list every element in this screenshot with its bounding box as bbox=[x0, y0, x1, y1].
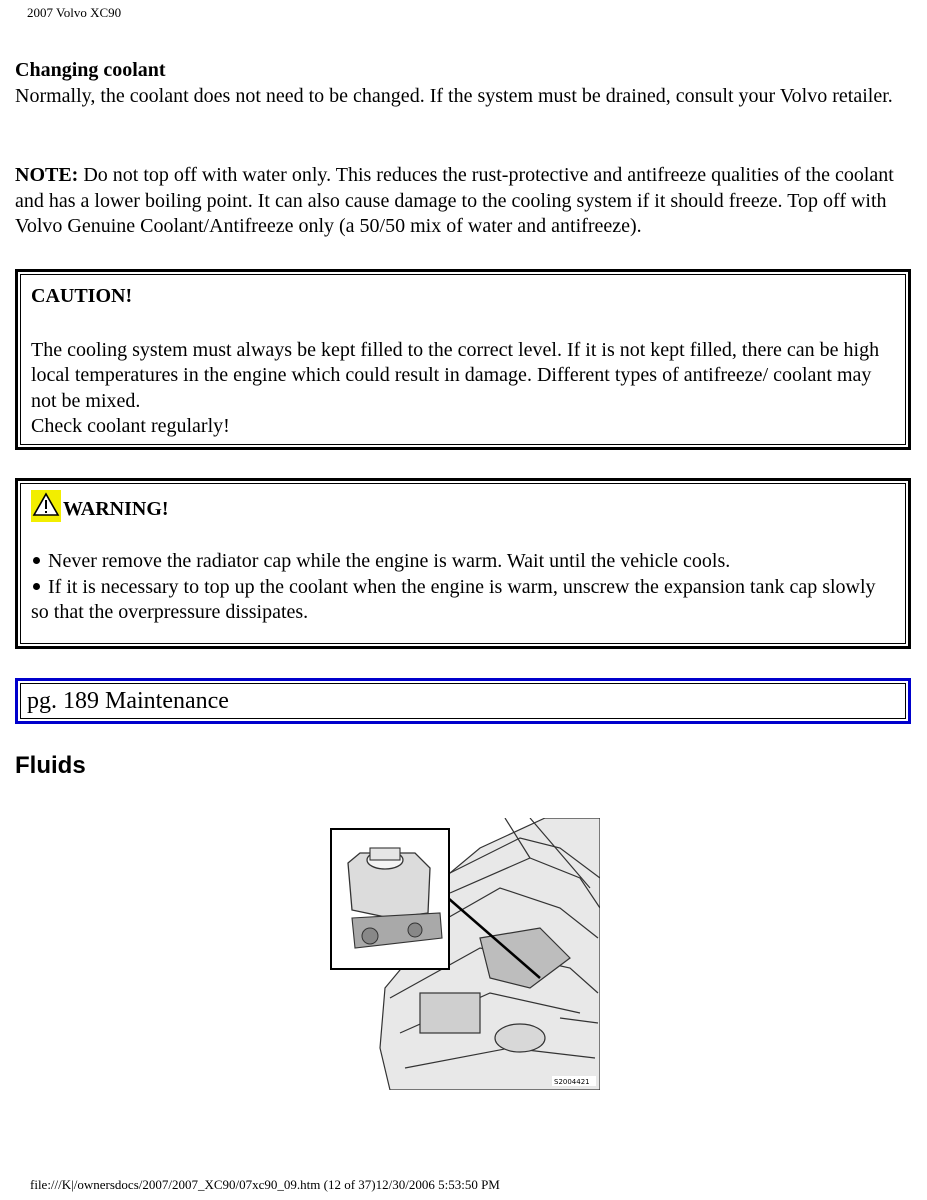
caution-extra: Check coolant regularly! bbox=[31, 415, 230, 437]
warning-box bbox=[15, 478, 911, 649]
note-paragraph bbox=[15, 163, 910, 240]
coolant-body: Normally, the coolant does not need to be changed. If the system must be drained, consult your Volvo retailer. bbox=[15, 84, 893, 107]
fluids-heading: Fluids bbox=[15, 752, 86, 779]
coolant-section bbox=[15, 58, 910, 109]
figure-code: S2004421 bbox=[554, 1078, 590, 1086]
warning-item: Never remove the radiator cap while the engine is warm. Wait until the vehicle cools. bbox=[31, 549, 895, 575]
caution-title: CAUTION! bbox=[31, 285, 133, 307]
page-nav-box[interactable] bbox=[15, 678, 911, 724]
bullet-icon bbox=[33, 557, 40, 564]
warning-triangle-icon bbox=[31, 490, 61, 522]
warning-title: WARNING! bbox=[63, 497, 169, 520]
page-nav-link[interactable]: pg. 189 Maintenance bbox=[20, 683, 906, 719]
coolant-heading: Changing coolant bbox=[15, 59, 166, 81]
warning-header bbox=[31, 490, 895, 522]
note-label: NOTE: bbox=[15, 164, 79, 186]
caution-box bbox=[15, 269, 911, 450]
coolant-reservoir-figure bbox=[330, 818, 600, 1090]
caution-body: The cooling system must always be kept filled to the correct level. If it is not kept filled, there can be high local temperatures in the engine which could result in damage. Different types of antifreeze/ coolant may not be mixed. bbox=[31, 338, 880, 412]
warning-item: If it is necessary to top up the coolant when the engine is warm, unscrew the expansion tank cap slowly so that the overpressure dissipates. bbox=[31, 575, 876, 623]
page-header: 2007 Volvo XC90 bbox=[27, 5, 122, 20]
reservoir-inset bbox=[331, 829, 449, 969]
page-footer: file:///K|/ownersdocs/2007/2007_XC90/07xc90_09.htm (12 of 37)12/30/2006 5:53:50 PM bbox=[30, 1177, 500, 1192]
bullet-icon bbox=[33, 583, 40, 590]
note-text: Do not top off with water only. This reduces the rust-protective and antifreeze qualities of the coolant and has a lower boiling point. It can also cause damage to the cooling system if it should freeze. Top off with Volvo Genuine Coolant/Antifreeze only (a 50/50 mix of water and antifreeze). bbox=[15, 164, 894, 237]
